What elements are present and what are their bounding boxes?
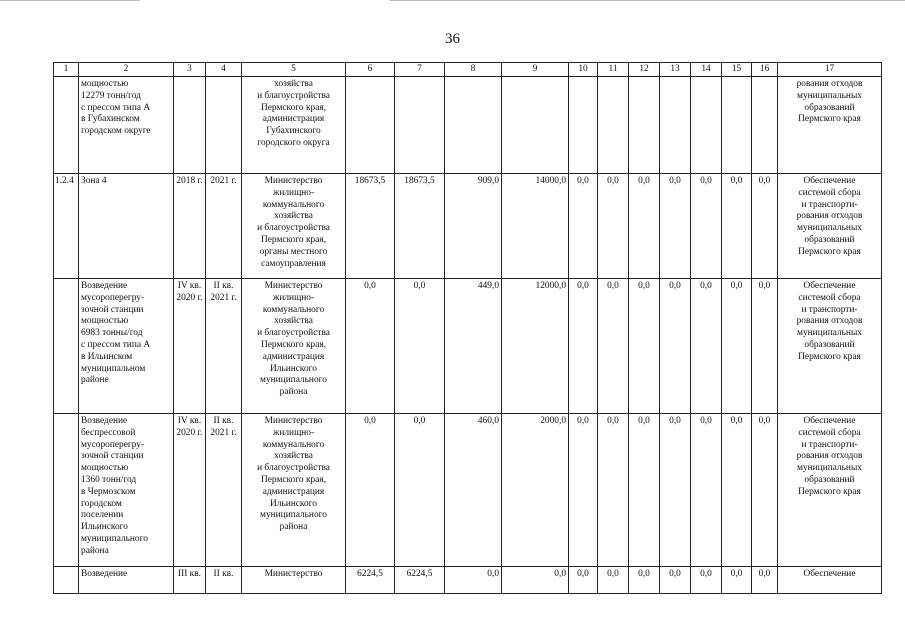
year-amount-cell <box>722 77 752 174</box>
column-number: 8 <box>445 63 502 77</box>
year-amount-cell: 0,0 <box>629 174 660 279</box>
year-amount-cell: 0,0 <box>752 279 778 414</box>
year-amount-cell: 0,0 <box>722 174 752 279</box>
row-number-cell: 1.2.4 <box>54 174 79 279</box>
year-amount-cell: 0,0 <box>722 567 752 594</box>
year-amount-cell: 14000,0 <box>502 174 569 279</box>
start-date-cell: 2018 г. <box>174 174 206 279</box>
executor-cell: Министерство <box>242 567 346 594</box>
year-amount-cell: 0,0 <box>629 279 660 414</box>
column-number: 5 <box>242 63 346 77</box>
executor-cell: Министерство жилищно- коммунального хозяйства и благоустройства Пермского края, органы местного самоуправления <box>242 174 346 279</box>
executor-cell: хозяйства и благоустройства Пермского края, администрация Губахинского городского округа <box>242 77 346 174</box>
year-amount-cell: 0,0 <box>502 567 569 594</box>
column-number: 14 <box>691 63 722 77</box>
year-amount-cell: 0,0 <box>569 567 598 594</box>
year-amount-cell <box>752 77 778 174</box>
column-number: 15 <box>722 63 752 77</box>
end-date-cell: II кв. 2021 г. <box>206 414 242 567</box>
page-number: 36 <box>445 31 460 47</box>
row-number-cell <box>54 77 79 174</box>
year-amount-cell: 0,0 <box>629 567 660 594</box>
year-amount-cell: 449,0 <box>445 279 502 414</box>
year-amount-cell: 0,0 <box>752 414 778 567</box>
year-amount-cell: 0,0 <box>598 279 629 414</box>
result-cell: Обеспечение системой сбора и транспорти- рования отходов муниципальных образований Пермского края <box>778 174 882 279</box>
result-cell: Обеспечение <box>778 567 882 594</box>
year-amount-cell <box>629 77 660 174</box>
column-number: 3 <box>174 63 206 77</box>
year-amount-cell <box>569 77 598 174</box>
year-amount-cell: 0,0 <box>691 414 722 567</box>
start-date-cell <box>174 77 206 174</box>
column-number: 11 <box>598 63 629 77</box>
year-amount-cell: 460,0 <box>445 414 502 567</box>
executor-cell: Министерство жилищно- коммунального хозяйства и благоустройства Пермского края, администрация Ильинского муниципального района <box>242 279 346 414</box>
year-amount-cell: 0,0 <box>722 279 752 414</box>
table-row <box>54 567 882 594</box>
year-amount-cell <box>445 77 502 174</box>
year-amount-cell: 0,0 <box>752 567 778 594</box>
year-amount-cell: 0,0 <box>598 414 629 567</box>
result-cell: Обеспечение системой сбора и транспорти- рования отходов муниципальных образований Пермского края <box>778 279 882 414</box>
table-row <box>54 279 882 414</box>
executor-cell: Министерство жилищно- коммунального хозяйства и благоустройства Пермского края, администрация Ильинского муниципального района <box>242 414 346 567</box>
year-amount-cell: 0,0 <box>752 174 778 279</box>
budget-amount-cell: 6224,5 <box>395 567 445 594</box>
event-name-cell: Возведение мусороперегру- зочной станции мощностью 6983 тонны/год с прессом типа А в Ильинском муниципальном районе <box>79 279 174 414</box>
year-amount-cell: 0,0 <box>629 414 660 567</box>
year-amount-cell: 0,0 <box>691 279 722 414</box>
result-cell: рования отходов муниципальных образований Пермского края <box>778 77 882 174</box>
year-amount-cell: 0,0 <box>660 414 691 567</box>
column-number: 7 <box>395 63 445 77</box>
total-amount-cell: 0,0 <box>346 279 395 414</box>
start-date-cell: IV кв. 2020 г. <box>174 279 206 414</box>
start-date-cell: IV кв. 2020 г. <box>174 414 206 567</box>
table-row <box>54 414 882 567</box>
column-number: 6 <box>346 63 395 77</box>
year-amount-cell: 0,0 <box>569 174 598 279</box>
column-number: 9 <box>502 63 569 77</box>
row-number-cell <box>54 414 79 567</box>
total-amount-cell: 6224,5 <box>346 567 395 594</box>
program-table <box>53 62 882 594</box>
scan-top-edge-right <box>390 0 905 1</box>
year-amount-cell: 0,0 <box>445 567 502 594</box>
column-number: 13 <box>660 63 691 77</box>
year-amount-cell: 909,0 <box>445 174 502 279</box>
scan-top-edge-left <box>0 0 140 1</box>
event-name-cell: мощностью 12279 тонн/год с прессом типа А в Губахинском городском округе <box>79 77 174 174</box>
column-number: 2 <box>79 63 174 77</box>
start-date-cell: III кв. <box>174 567 206 594</box>
column-number: 10 <box>569 63 598 77</box>
event-name-cell: Возведение <box>79 567 174 594</box>
budget-amount-cell: 18673,5 <box>395 174 445 279</box>
column-number: 17 <box>778 63 882 77</box>
event-name-cell: Возведение беспрессовой мусороперегру- зочной станции мощностью 1360 тонн/год в Чермозском городском поселении Ильинского муниципального района <box>79 414 174 567</box>
year-amount-cell: 0,0 <box>660 567 691 594</box>
year-amount-cell: 0,0 <box>569 279 598 414</box>
year-amount-cell <box>598 77 629 174</box>
year-amount-cell: 0,0 <box>569 414 598 567</box>
year-amount-cell: 0,0 <box>691 567 722 594</box>
year-amount-cell: 0,0 <box>598 174 629 279</box>
result-cell: Обеспечение системой сбора и транспорти- рования отходов муниципальных образований Пермского края <box>778 414 882 567</box>
end-date-cell: II кв. 2021 г. <box>206 279 242 414</box>
total-amount-cell: 18673,5 <box>346 174 395 279</box>
column-number: 16 <box>752 63 778 77</box>
year-amount-cell: 0,0 <box>722 414 752 567</box>
year-amount-cell <box>660 77 691 174</box>
column-number: 1 <box>54 63 79 77</box>
column-number-row <box>54 63 882 77</box>
year-amount-cell <box>691 77 722 174</box>
total-amount-cell: 0,0 <box>346 414 395 567</box>
year-amount-cell: 2000,0 <box>502 414 569 567</box>
row-number-cell <box>54 279 79 414</box>
total-amount-cell <box>346 77 395 174</box>
table-row <box>54 77 882 174</box>
column-number: 12 <box>629 63 660 77</box>
year-amount-cell: 12000,0 <box>502 279 569 414</box>
year-amount-cell: 0,0 <box>598 567 629 594</box>
end-date-cell: 2021 г. <box>206 174 242 279</box>
year-amount-cell: 0,0 <box>660 279 691 414</box>
end-date-cell: II кв. <box>206 567 242 594</box>
year-amount-cell: 0,0 <box>660 174 691 279</box>
budget-amount-cell: 0,0 <box>395 414 445 567</box>
table-row <box>54 174 882 279</box>
end-date-cell <box>206 77 242 174</box>
year-amount-cell <box>502 77 569 174</box>
event-name-cell: Зона 4 <box>79 174 174 279</box>
column-number: 4 <box>206 63 242 77</box>
budget-amount-cell: 0,0 <box>395 279 445 414</box>
budget-amount-cell <box>395 77 445 174</box>
row-number-cell <box>54 567 79 594</box>
year-amount-cell: 0,0 <box>691 174 722 279</box>
